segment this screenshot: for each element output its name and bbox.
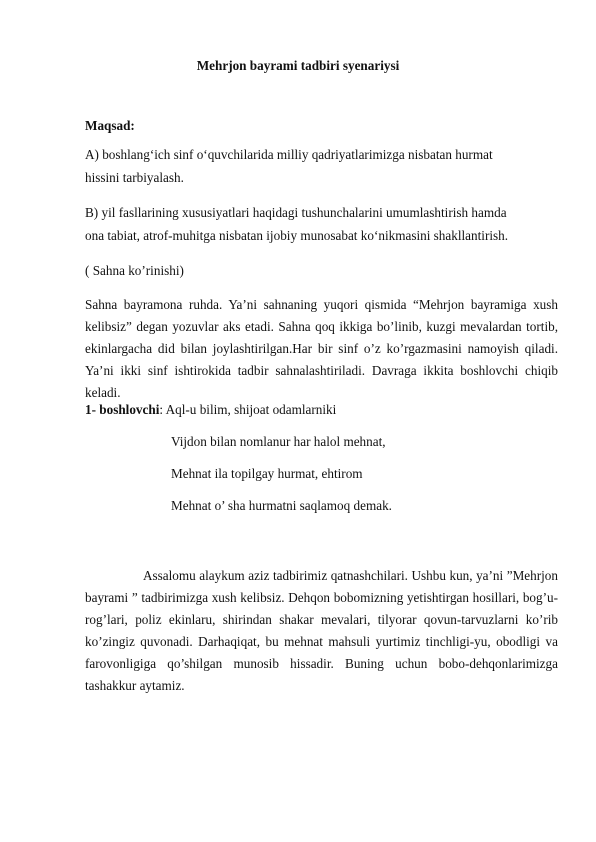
poem-line-2: Vijdon bilan nomlanur har halol mehnat, — [171, 434, 386, 449]
host-1-label: 1- boshlovchi — [85, 402, 160, 417]
document-title: Mehrjon bayrami tadbiri syenariysi — [196, 58, 400, 73]
host-1-colon: : — [159, 402, 164, 417]
poem-line-4: Mehnat o’ sha hurmatni saqlamoq demak. — [171, 498, 392, 513]
scene-note: ( Sahna ko’rinishi) — [85, 263, 184, 278]
goal-heading: Maqsad: — [85, 118, 135, 133]
poem-line-1: Aql-u bilim, shijoat odamlarniki — [163, 402, 337, 417]
host-1-line — [85, 402, 336, 418]
goal-b-line-1: B) yil fasllarining xususiyatlari haqidagi tushunchalarini umumlashtirish hamda — [85, 205, 507, 220]
greeting-paragraph: Assalomu alaykum aziz tadbirimiz qatnashchilari. Ushbu kun, ya’ni ”Mehrjon bayrami ” tadbirimizga xush kelibsiz. Dehqon bobomizning yetishtirgan hosillari, bog’u-rog’lari, poliz ekinlaru, shirindan shakar mevalari, tilyorar qovun-tarvuzlarni ko’rib ko’zingiz quvonadi. Darhaqiqat, bu mehnat mahsuli yurtimiz tinchligi-yu, obodligi va farovonligiga qo’shilgan munosib hissadir. Buning uchun bobo-dehqonlarimizga tashakkur aytamiz. — [85, 568, 558, 693]
goal-a-line-2: hissini tarbiyalash. — [85, 170, 184, 185]
scene-paragraph: Sahna bayramona ruhda. Ya’ni sahnaning yuqori qismida “Mehrjon bayramiga xush kelibsiz” degan yozuvlar aks etadi. Sahna qoq ikkiga bo’linib, kuzgi mevalardan tortib, ekinlargacha did bilan joylashtirilgan.Har bir sinf o’z ko’rgazmasini namoyish qiladi. Ya’ni ikki sinf ishtirokida tadbir sahnalashtiriladi. Davraga ikkita boshlovchi chiqib keladi. — [85, 297, 558, 400]
poem-line-3: Mehnat ila topilgay hurmat, ehtirom — [171, 466, 363, 481]
goal-b-line-2: ona tabiat, atrof-muhitga nisbatan ijobiy munosabat ko‘nikmasini shakllantirish. — [85, 228, 509, 243]
goal-a-line-1: A) boshlang‘ich sinf o‘quvchilarida milliy qadriyatlarimizga nisbatan hurmat — [85, 147, 493, 162]
